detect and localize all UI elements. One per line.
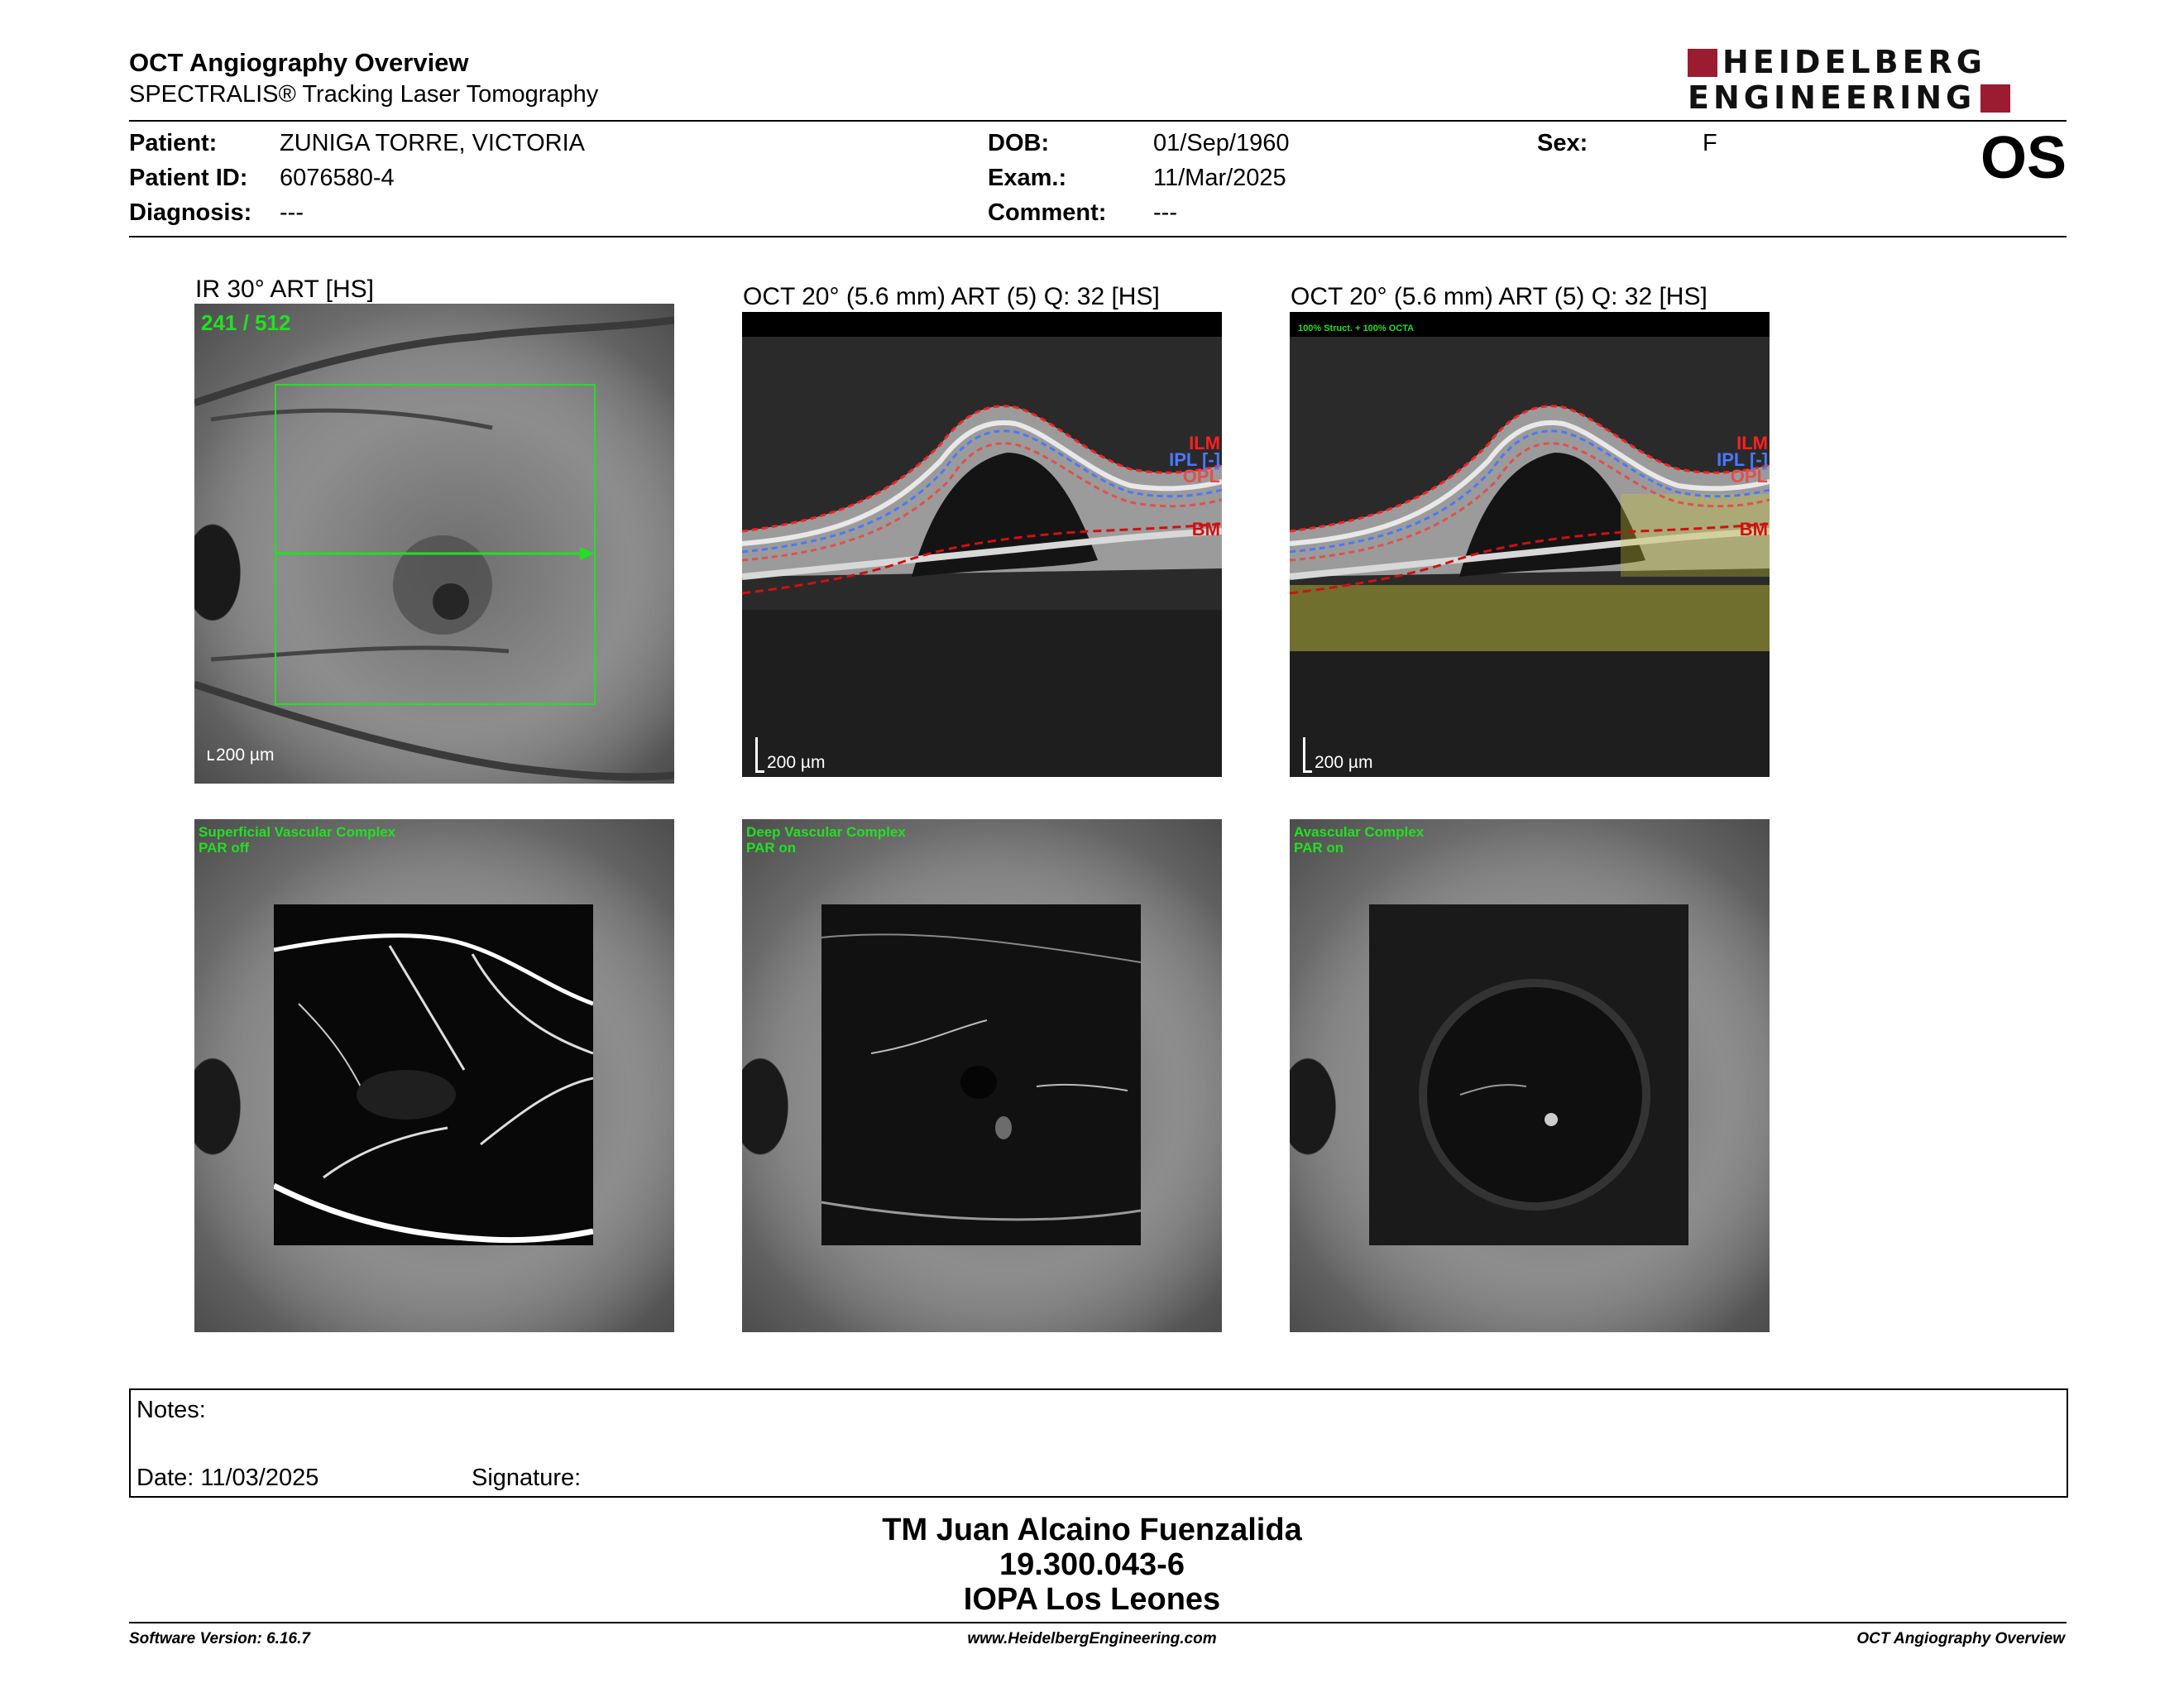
notes-label: Notes: <box>136 1397 206 1423</box>
software-version: Software Version: 6.16.7 <box>129 1630 310 1647</box>
oct-bscan-structural[interactable] <box>742 312 1222 777</box>
oct-bscan-octa-overlay[interactable] <box>1290 312 1770 777</box>
report-name: OCT Angiography Overview <box>1856 1630 2065 1647</box>
website-link[interactable]: www.HeidelbergEngineering.com <box>967 1630 1217 1647</box>
bm-label: BM <box>1739 519 1768 539</box>
diagnosis-value: --- <box>280 199 304 226</box>
opl-label: OPL <box>1730 466 1768 487</box>
patient-id: 6076580-4 <box>280 165 395 191</box>
oct2-scale-bar: 200 µm <box>1303 737 1372 773</box>
angio-deep-panel[interactable] <box>742 819 1222 1332</box>
ilm-label: ILM <box>1736 433 1768 453</box>
oct2-caption: OCT 20° (5.6 mm) ART (5) Q: 32 [HS] <box>1291 283 1707 310</box>
angio1-label: Superficial Vascular Complex PAR off <box>199 824 396 856</box>
ipl-label: IPL [-] <box>1717 449 1768 470</box>
ilm-label: ILM <box>1189 433 1220 453</box>
ipl-label: IPL [-] <box>1169 449 1220 470</box>
patient-name: ZUNIGA TORRE, VICTORIA <box>280 130 586 156</box>
patient-divider <box>129 236 2067 237</box>
angio2-label: Deep Vascular Complex PAR on <box>746 824 906 856</box>
oct1-scale-bar: 200 µm <box>755 737 825 773</box>
octa-overlay-label: 100% Struct. + 100% OCTA <box>1298 324 1415 333</box>
logo-square-icon <box>1688 49 1717 77</box>
ir-caption: IR 30° ART [HS] <box>195 276 374 303</box>
stamp-location: IOPA Los Leones <box>963 1582 1221 1617</box>
stamp-rut: 19.300.043-6 <box>999 1547 1185 1582</box>
logo-text-2: ENGINEERING <box>1688 79 1976 116</box>
oct1-caption: OCT 20° (5.6 mm) ART (5) Q: 32 [HS] <box>743 283 1160 310</box>
notes-box[interactable] <box>129 1388 2068 1498</box>
bm-label: BM <box>1191 519 1220 539</box>
eye-laterality: OS <box>1980 125 2067 191</box>
notes-date: Date: 11/03/2025 <box>136 1465 319 1491</box>
sex-value: F <box>1703 130 1717 156</box>
angio3-label: Avascular Complex PAR on <box>1294 824 1425 856</box>
avascular-drawing <box>1369 904 1688 1245</box>
dob-label: DOB: <box>988 130 1050 156</box>
patient-label: Patient: <box>129 130 218 156</box>
exam-label: Exam.: <box>988 165 1067 191</box>
ir-vessels <box>194 304 674 784</box>
ir-fundus-image[interactable] <box>194 304 674 784</box>
signature-label: Signature: <box>472 1465 582 1491</box>
superficial-vessels <box>274 904 593 1245</box>
sex-label: Sex: <box>1537 130 1588 156</box>
scan-arrow-icon <box>580 547 595 560</box>
ir-scan-counter: 241 / 512 <box>201 310 291 335</box>
diagnosis-label: Diagnosis: <box>129 199 252 226</box>
footer-divider <box>129 1622 2067 1623</box>
report-title: OCT Angiography Overview <box>129 48 469 77</box>
angio-deep-image <box>821 904 1141 1245</box>
angio-avascular-image <box>1369 904 1688 1245</box>
stamp-name: TM Juan Alcaino Fuenzalida <box>882 1513 1302 1547</box>
patient-id-label: Patient ID: <box>129 165 248 191</box>
logo-line-2 <box>1688 80 2068 116</box>
ir-scale-bar: 200 µm <box>208 746 274 765</box>
logo-square-icon <box>1980 84 2010 113</box>
comment-label: Comment: <box>988 199 1107 226</box>
angio-superficial-panel[interactable] <box>194 819 674 1332</box>
angio-avascular-panel[interactable] <box>1290 819 1770 1332</box>
oct2-bscan-drawing <box>1290 312 1770 777</box>
deep-vessels <box>821 904 1141 1245</box>
heidelberg-logo <box>1688 45 2068 116</box>
oct1-bscan-drawing <box>742 312 1222 777</box>
dob-value: 01/Sep/1960 <box>1153 130 1290 156</box>
header-divider <box>129 120 2067 122</box>
logo-line-1 <box>1688 45 2068 80</box>
opl-label: OPL <box>1182 466 1220 487</box>
comment-value: --- <box>1153 199 1177 226</box>
logo-text-1: HEIDELBERG <box>1722 44 1986 80</box>
angio-superficial-image <box>274 904 593 1245</box>
exam-value: 11/Mar/2025 <box>1153 165 1286 191</box>
report-subtitle: SPECTRALIS® Tracking Laser Tomography <box>129 81 599 108</box>
